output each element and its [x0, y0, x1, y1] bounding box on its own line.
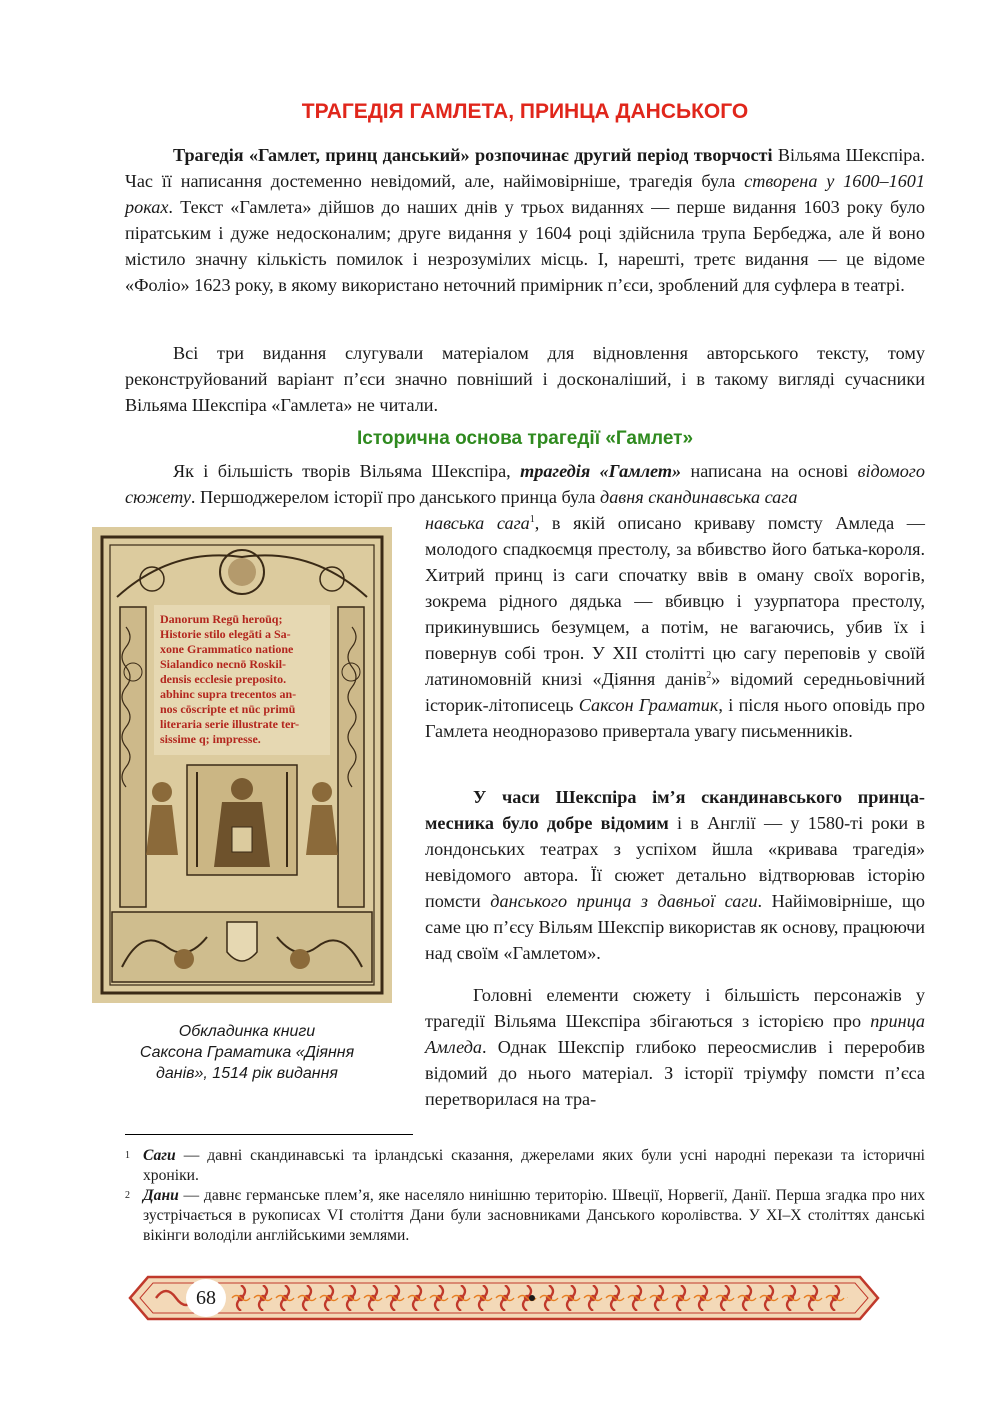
history-paragraph-lead: [125, 458, 925, 510]
footnote-1-term: Саги: [143, 1147, 176, 1164]
footnote-ref-2: 2: [706, 669, 712, 681]
intro-text-b: . Текст «Гамлета» дійшов до наших днів у трьох виданнях — перше видання 1603 року було піратським і дуже недосконалим; друге видання у 1604 році здійснила трупа Бербеджа, але й воно містило значну кількість помилок і незрозумілих місць. І, нарешті, третє видання — це відоме «Фоліо» 1623 року, в якому використано неточний примірник п’єси, зроблений для суфлера в театрі.: [125, 197, 925, 295]
caption-line-2: Саксона Граматика «Діяння: [139, 1044, 355, 1061]
history-italic-2: давня скандинавська сага: [600, 487, 798, 507]
footnote-1-number: 1: [125, 1150, 130, 1161]
footer-ornament: [120, 1271, 888, 1325]
caption-line-3: данів», 1514 рік видання: [156, 1065, 338, 1082]
history-text-d: , в якій описано криваву помсту Амледа — молодого спадкоємця престолу, за вбивство його батька-короля. Хитрий принц із саги спочатку ввів в оману своїх ворогів, зокрема рідного дядька — вбивцю і узурпатора престолу, прикинувшись безумцем, а потім, не вагаючись, убив їх і повернув собі трон. У XII столітті цю сагу переповів у своїй латиномовній книзі «Діяння данів: [425, 513, 925, 689]
history-text-p4a: і в Англії — у 1580-ті роки в лондонських театрах з успіхом йшла «кривава трагедія» невідомого автора. Її сюжет детально відтворював історію помсти: [425, 813, 925, 911]
history-text-c: . Першоджерелом історії про данського принца була: [190, 487, 601, 507]
history-text-f: , і після нього оповідь про Гамлета неодноразово привертала увагу письменників.: [425, 695, 925, 741]
history-text-p5a: Головні елементи сюжету і більшість персонажів у трагедії Вільяма Шекспіра збігаються з історією про: [425, 985, 925, 1031]
history-paragraph-continued: [425, 510, 925, 744]
footnote-2: [125, 1186, 925, 1246]
footnote-ref-1: 1: [529, 513, 535, 525]
intro-date-italic: створена у 1600–1601 роках: [125, 171, 925, 217]
section-subtitle: Історична основа трагедії «Гамлет»: [356, 428, 694, 449]
history-text-p5b: . Однак Шекспір глибоко переосмислив і переробив відомий до нього матеріал. З історії тріумфу помсти п’єса перетворилася на тра-: [425, 1037, 925, 1109]
footnote-divider: [125, 1134, 413, 1135]
history-text-p4b: . Найімовірніше, що саме цю п’єсу Вільям Шекспір використав як основу, працюючи над своїм «Гамлетом».: [425, 891, 926, 963]
intro-paragraph-2: [125, 340, 925, 418]
history-text-b: написана на основі: [681, 461, 858, 481]
shakespeare-lead-bold: У часи Шекспіра ім’я скандинавського принца-месника було добре відомим: [425, 787, 925, 833]
amled-italic: принца Амледа: [425, 1011, 925, 1057]
caption-line-1: Обкладинка книги: [178, 1023, 316, 1040]
history-text-a: Як і більшість творів Вільяма Шекспіра,: [173, 461, 521, 481]
footnote-2-number: 2: [125, 1190, 130, 1201]
figure-caption: [92, 1021, 402, 1084]
footnote-1-text: — давні скандинавські та ірландські сказання, джерелами яких були усні народні перекази та історичні хроніки.: [143, 1147, 925, 1184]
book-cover-image: [92, 527, 392, 1003]
saxo-italic: Саксон Граматик: [578, 695, 719, 715]
history-paragraph-shakespeare: [425, 784, 925, 966]
history-paragraph-elements: [425, 982, 925, 1112]
intro-lead-bold: Трагедія «Гамлет, принц данський» розпочинає другий період творчості: [173, 145, 773, 165]
footnote-2-text: — давнє германське плем’я, яке населяло нинішню територію. Швеції, Норвегії, Данії. Перша згадка про них зустрічається в рукописах VI століття Дани були засновниками Данського королівства. У XI–X століттях данські вікінги володіли англійськими землями.: [143, 1187, 925, 1244]
intro-text-a: Вільяма Шекспіра. Час її написання достеменно невідомий, але, найімовірніше, трагедія була: [125, 145, 925, 191]
saga-italic: навська сага: [425, 513, 530, 533]
intro-text-p2: Всі три видання слугували матеріалом для відновлення авторського тексту, тому реконструйований варіант п’єси значно повніший і досконаліший, і в такому вигляді сучасники Вільяма Шекспіра «Гамлета» не читали.: [125, 343, 925, 415]
page-title: ТРАГЕДІЯ ГАМЛЕТА, ПРИНЦА ДАНСЬКОГО: [301, 100, 749, 123]
page-number: 68: [186, 1279, 226, 1317]
danish-prince-italic: данського принца з давньої саги: [490, 891, 758, 911]
footnote-2-term: Дани: [143, 1187, 179, 1204]
cover-title-text: Danorum Regū heroūq; Historie stilo elegāti a Sa- xone Grammatico natione Sialandico necnō Roskil- densis ecclesie preposito. abhinc supra trecentos an- nos cōscripte et nūc primū literaria serie illustrate ter- sissime q; impresse.: [160, 612, 300, 746]
book-cover-engraving: [92, 527, 392, 1003]
intro-paragraph-1: [125, 142, 925, 298]
footnote-1: [125, 1146, 925, 1186]
history-bold-italic: трагедія «Гамлет»: [520, 461, 682, 481]
history-text-e: » відомий середньовічний історик-літописець: [425, 669, 925, 715]
history-italic-1: відомого сюжету: [125, 461, 926, 507]
